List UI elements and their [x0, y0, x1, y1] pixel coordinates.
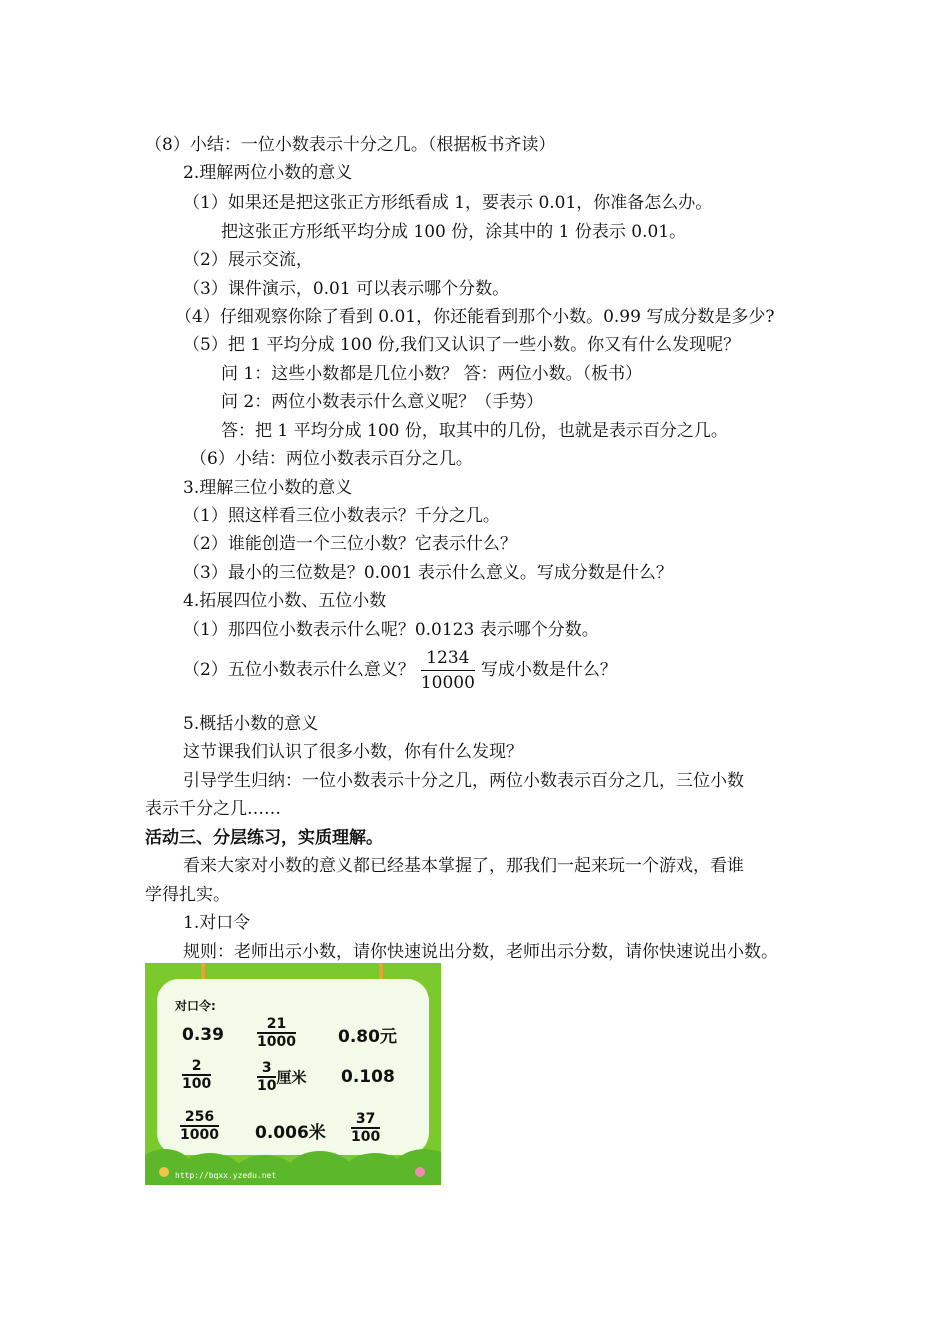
- text-line: 问 2：两位小数表示什么意义呢？（手势）: [221, 392, 544, 412]
- text-line: 问 1：这些小数都是几位小数？ 答：两位小数。（板书）: [221, 364, 643, 384]
- text-line: （4）仔细观察你除了看到 0.01，你还能看到那个小数。0.99 写成分数是多少?: [175, 307, 775, 327]
- text-line: （3）课件演示，0.01 可以表示哪个分数。: [183, 279, 510, 299]
- card-item: [180, 1110, 219, 1142]
- text-line: （1）照这样看三位小数表示？千分之几。: [183, 506, 500, 526]
- text-line: （6）小结：两位小数表示百分之几。: [190, 449, 473, 469]
- text-line: 表示千分之几……: [145, 799, 281, 819]
- text-line-with-fraction: [183, 648, 617, 693]
- text-line: 学得扎实。: [145, 885, 230, 905]
- card-item: 0.80元: [338, 1027, 397, 1047]
- card-item: [257, 1061, 307, 1093]
- fraction: [421, 648, 475, 693]
- unit-label: 厘米: [276, 1068, 307, 1087]
- text-line: 把这张正方形纸平均分成 100 份，涂其中的 1 份表示 0.01。: [221, 222, 687, 242]
- text-line: （1）那四位小数表示什么呢？0.0123 表示哪个分数。: [183, 620, 599, 640]
- fraction-numerator: 2: [182, 1059, 211, 1076]
- section-heading: 3.理解三位小数的意义: [183, 478, 353, 498]
- fraction-numerator: 21: [257, 1017, 296, 1034]
- fraction: [257, 1017, 296, 1049]
- fraction-numerator: 256: [180, 1110, 219, 1127]
- text-line: 这节课我们认识了很多小数，你有什么发现？: [183, 742, 523, 762]
- text-line: 答：把 1 平均分成 100 份，取其中的几份，也就是表示百分之几。: [221, 421, 728, 441]
- fraction-denominator: 100: [351, 1129, 381, 1145]
- text-segment: 写成小数是什么？: [480, 660, 617, 680]
- text-line: 规则：老师出示小数，请你快速说出分数，老师出示分数，请你快速说出小数。: [183, 942, 778, 962]
- fraction-denominator: 100: [182, 1076, 212, 1092]
- card-item: 0.006米: [255, 1123, 326, 1143]
- section-heading: 1.对口令: [183, 913, 251, 933]
- text-line: （5）把 1 平均分成 100 份,我们又认识了一些小数。你又有什么发现呢？: [183, 335, 741, 355]
- text-line: （2）展示交流，: [183, 250, 313, 270]
- fraction-denominator: 1000: [180, 1127, 219, 1143]
- text-line: 看来大家对小数的意义都已经基本掌握了，那我们一起来玩一个游戏，看谁: [183, 856, 744, 876]
- fraction-denominator: 10000: [420, 673, 475, 693]
- card-item: 0.39: [182, 1025, 224, 1045]
- fraction-numerator: 37: [351, 1112, 380, 1129]
- card-item: [182, 1059, 211, 1091]
- fraction-numerator: 1234: [421, 648, 475, 671]
- text-line: （1）如果还是把这张正方形纸看成 1，要表示 0.01，你准备怎么办。: [183, 193, 713, 213]
- text-segment: （2）五位小数表示什么意义？: [183, 660, 415, 680]
- section-heading: 4.拓展四位小数、五位小数: [183, 591, 387, 611]
- section-heading: 2.理解两位小数的意义: [183, 163, 353, 183]
- fraction-numerator: 3: [257, 1061, 276, 1078]
- section-heading: 5.概括小数的意义: [183, 714, 319, 734]
- card-title: 对口令:: [175, 999, 216, 1013]
- flower-icon: [415, 1167, 425, 1177]
- flower-icon: [159, 1167, 169, 1177]
- activity-heading: 活动三、分层练习，实质理解。: [145, 828, 383, 848]
- fraction: [351, 1112, 380, 1144]
- text-line: 引导学生归纳：一位小数表示十分之几，两位小数表示百分之几，三位小数: [183, 771, 744, 791]
- card-item: [351, 1112, 380, 1144]
- fraction: [180, 1110, 219, 1142]
- card-item: [257, 1017, 296, 1049]
- fraction: [257, 1061, 276, 1093]
- site-url-watermark: http://bqxx.yzedu.net: [175, 1171, 277, 1180]
- card-item: 0.108: [341, 1067, 395, 1087]
- fraction-denominator: 1000: [257, 1034, 296, 1050]
- text-line: （8）小结：一位小数表示十分之几。（根据板书齐读）: [145, 135, 556, 155]
- fraction-denominator: 10: [257, 1078, 277, 1094]
- fraction: [182, 1059, 211, 1091]
- text-line: （2）谁能创造一个三位小数？它表示什么？: [183, 534, 517, 554]
- text-line: （3）最小的三位数是？0.001 表示什么意义。写成分数是什么？: [183, 563, 673, 583]
- practice-card-image: [145, 963, 441, 1185]
